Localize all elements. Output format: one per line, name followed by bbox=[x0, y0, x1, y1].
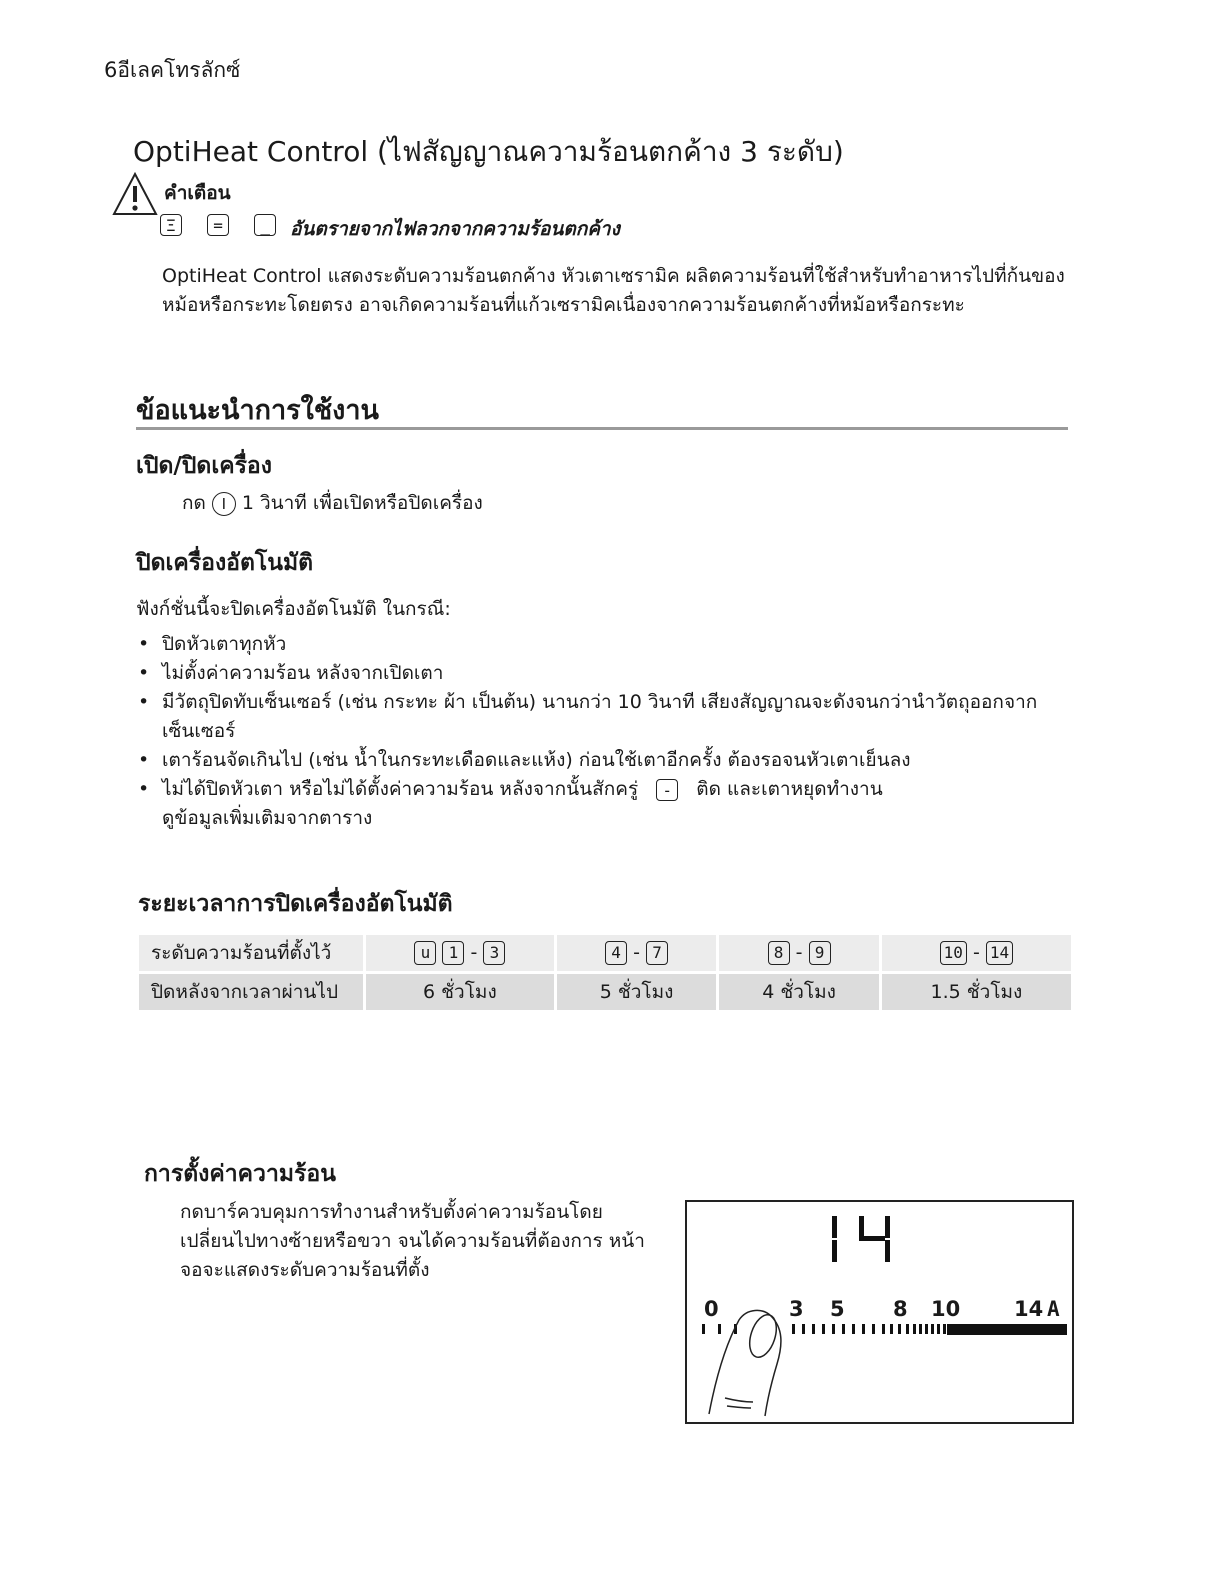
off-after-time: 1.5 ชั่วโมง bbox=[882, 974, 1071, 1010]
page-header bbox=[104, 54, 240, 87]
off-after-time: 4 ชั่วโมง bbox=[719, 974, 879, 1010]
heat-level-cell bbox=[557, 935, 717, 971]
range-dash: - bbox=[795, 941, 803, 964]
auto-off-intro: ฟังก์ชั่นนี้จะปิดเครื่องอัตโนมัติ ในกรณี: bbox=[136, 598, 451, 620]
optiheat-title: OptiHeat Control (ไฟสัญญาณความร้อนตกค้าง 3 ระดับ) bbox=[133, 135, 844, 168]
off-after-time: 6 ชั่วโมง bbox=[366, 974, 554, 1010]
auto-off-table bbox=[136, 932, 1074, 1013]
range-dash: - bbox=[972, 941, 980, 964]
heat-level-icon: 8 bbox=[768, 941, 790, 965]
heat-level-icon: 14 bbox=[986, 941, 1013, 965]
warning-icon bbox=[112, 172, 158, 216]
brand-name: อีเลคโทรลักซ์ bbox=[117, 58, 241, 82]
warning-label: คำเตือน bbox=[164, 182, 231, 204]
usage-section-title: ข้อแนะนำการใช้งาน bbox=[136, 395, 379, 426]
heat-level-icon: 4 bbox=[605, 941, 627, 965]
control-panel-illustration bbox=[685, 1200, 1074, 1424]
page-number: 6 bbox=[104, 58, 118, 82]
heat-level-icon: 3 bbox=[483, 941, 505, 965]
auto-off-title: ปิดเครื่องอัตโนมัติ bbox=[136, 550, 314, 576]
digit-display-icon bbox=[832, 1216, 890, 1262]
heat-level-icon: 10 bbox=[940, 941, 967, 965]
on-off-rest-text: 1 วินาที เพื่อเปิดหรือปิดเครื่อง bbox=[241, 492, 483, 514]
dash-display-icon: - bbox=[656, 779, 678, 801]
heat-level-icon: 9 bbox=[809, 941, 831, 965]
burn-danger-text: อันตรายจากไฟลวกจากความร้อนตกค้าง bbox=[290, 218, 620, 240]
residual-heat-low-icon: _ bbox=[254, 214, 276, 236]
table-row bbox=[139, 935, 1071, 971]
list-item bbox=[136, 775, 1076, 833]
off-after-label: ปิดหลังจากเวลาผ่านไป bbox=[139, 974, 363, 1010]
heat-level-cell bbox=[882, 935, 1071, 971]
section-divider bbox=[136, 427, 1068, 430]
on-off-title: เปิด/ปิดเครื่อง bbox=[136, 453, 272, 479]
auto-off-table-title: ระยะเวลาการปิดเครื่องอัตโนมัติ bbox=[138, 891, 453, 917]
residual-heat-medium-icon: = bbox=[207, 214, 229, 236]
boost-label: A bbox=[1047, 1297, 1060, 1321]
heat-level-label: ระดับความร้อนที่ตั้งไว้ bbox=[139, 935, 363, 971]
residual-heat-high-icon: Ξ bbox=[160, 214, 182, 236]
heat-level-u-icon: u bbox=[414, 941, 436, 965]
scale-label: 14 bbox=[1014, 1297, 1044, 1321]
scale-label: 5 bbox=[830, 1297, 845, 1321]
optiheat-paragraph: OptiHeat Control แสดงระดับความร้อนตกค้าง หัวเตาเซรามิค ผลิตความร้อนที่ใช้สำหรับทำอาหารไปที่ก้นของหม้อหรือกระทะโดยตรง อาจเกิดความร้อนที่แก้วเซรามิคเนื่องจากความร้อนตกค้างที่หม้อหรือกระทะ bbox=[162, 265, 1065, 316]
heat-setting-title: การตั้งค่าความร้อน bbox=[144, 1161, 336, 1187]
on-off-instruction bbox=[182, 488, 483, 518]
last-bullet-before: ไม่ได้ปิดหัวเตา หรือไม่ได้ตั้งค่าความร้อน หลังจากนั้นสักครู่ bbox=[162, 778, 639, 800]
scale-label: 3 bbox=[789, 1297, 804, 1321]
slider-ticks bbox=[702, 1324, 946, 1334]
scale-label: 10 bbox=[931, 1297, 961, 1321]
range-dash: - bbox=[470, 941, 478, 964]
list-item: • ปิดหัวเตาทุกหัว bbox=[136, 630, 1076, 659]
heat-level-cell bbox=[719, 935, 879, 971]
auto-off-list bbox=[136, 630, 1076, 833]
off-after-time: 5 ชั่วโมง bbox=[557, 974, 717, 1010]
press-text: กด bbox=[182, 492, 206, 514]
last-bullet-line2: ดูข้อมูลเพิ่มเติมจากตาราง bbox=[162, 807, 373, 829]
heat-level-cell bbox=[366, 935, 554, 971]
power-button-icon: I bbox=[212, 492, 236, 516]
residual-heat-symbols bbox=[160, 214, 296, 236]
list-item: • เตาร้อนจัดเกินไป (เช่น น้ำในกระทะเดือดและแห้ง) ก่อนใช้เตาอีกครั้ง ต้องรอจนหัวเตาเย็นลง bbox=[136, 746, 1076, 775]
last-bullet-after: ติด และเตาหยุดทำงาน bbox=[696, 778, 883, 800]
list-item: • ไม่ตั้งค่าความร้อน หลังจากเปิดเตา bbox=[136, 659, 1076, 688]
heat-level-icon: 7 bbox=[646, 941, 668, 965]
slider-fill-bar bbox=[947, 1324, 1067, 1335]
scale-label: 0 bbox=[704, 1297, 719, 1321]
table-row bbox=[139, 974, 1071, 1010]
heat-level-icon: 1 bbox=[442, 941, 464, 965]
heat-setting-paragraph: กดบาร์ควบคุมการทำงานสำหรับตั้งค่าความร้อนโดยเปลี่ยนไปทางซ้ายหรือขวา จนได้ความร้อนที่ต้องการ หน้าจอจะแสดงระดับความร้อนที่ตั้ง bbox=[180, 1201, 645, 1281]
list-item: • มีวัตถุปิดทับเซ็นเซอร์ (เช่น กระทะ ผ้า เป็นต้น) นานกว่า 10 วินาที เสียงสัญญาณจะดังจนกว่านำวัตถุออกจากเซ็นเซอร์ bbox=[136, 688, 1076, 746]
range-dash: - bbox=[633, 941, 640, 964]
scale-label: 8 bbox=[893, 1297, 908, 1321]
